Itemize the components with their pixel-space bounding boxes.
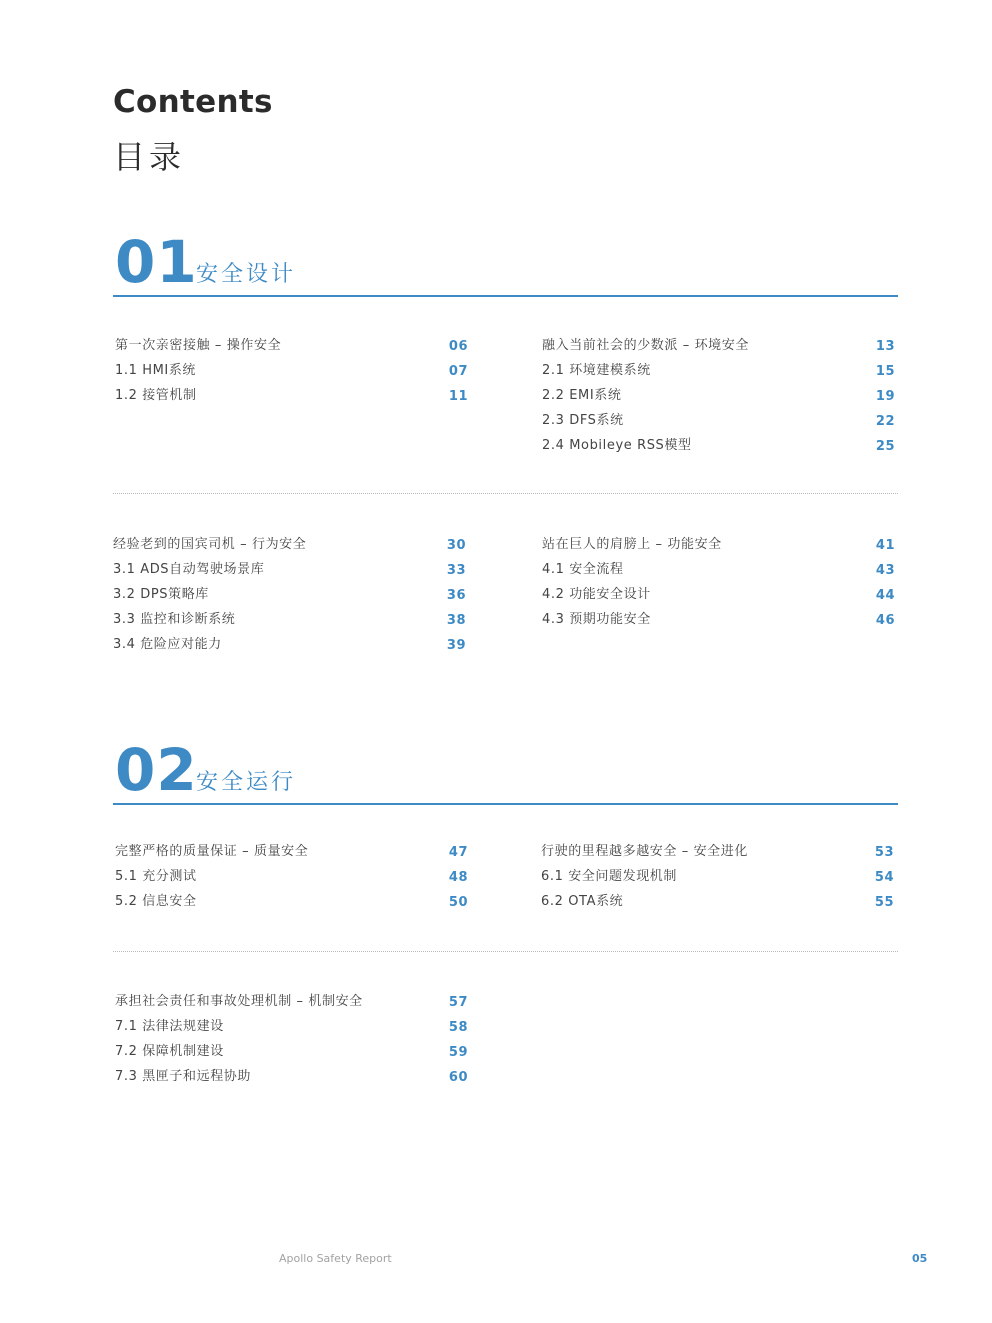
toc-page-number: 30 xyxy=(446,538,466,553)
toc-entry[interactable] xyxy=(542,582,895,607)
toc-entry-label: 3.2 DPS策略库 xyxy=(113,587,209,602)
toc-entry[interactable] xyxy=(542,358,895,383)
toc-entry-label: 7.3 黑匣子和远程协助 xyxy=(115,1069,252,1084)
toc-entry[interactable] xyxy=(542,433,895,458)
contents-title-en: Contents xyxy=(113,84,273,120)
toc-entry[interactable] xyxy=(542,408,895,433)
part-number: 02 xyxy=(115,736,198,804)
part-title: 安全运行 xyxy=(196,770,297,795)
contents-title-zh: 目录 xyxy=(113,138,186,176)
toc-entry[interactable] xyxy=(542,557,895,582)
toc-entry-label: 2.1 环境建模系统 xyxy=(542,363,651,378)
toc-entry-label: 3.1 ADS自动驾驶场景库 xyxy=(113,562,265,577)
toc-page-number: 60 xyxy=(448,1070,468,1085)
toc-chapter-heading[interactable] xyxy=(542,333,895,358)
toc-entry-label: 融入当前社会的少数派 – 环境安全 xyxy=(542,338,749,353)
toc-entry-label: 4.1 安全流程 xyxy=(542,562,624,577)
part-number: 01 xyxy=(115,228,198,296)
toc-section-1 xyxy=(115,333,468,408)
toc-entry[interactable] xyxy=(542,607,895,632)
toc-entry-label: 2.4 Mobileye RSS模型 xyxy=(542,438,692,453)
toc-chapter-heading[interactable] xyxy=(115,839,468,864)
toc-page-number: 59 xyxy=(448,1045,468,1060)
toc-page-number: 54 xyxy=(874,870,894,885)
toc-page-number: 48 xyxy=(448,870,468,885)
toc-page-number: 53 xyxy=(874,845,894,860)
toc-entry[interactable] xyxy=(115,383,468,408)
toc-section-6 xyxy=(541,839,894,914)
toc-page-number: 19 xyxy=(875,389,895,404)
toc-entry-label: 站在巨人的肩膀上 – 功能安全 xyxy=(542,537,722,552)
toc-page-number: 57 xyxy=(448,995,468,1010)
toc-page-number: 50 xyxy=(448,895,468,910)
toc-chapter-heading[interactable] xyxy=(115,989,468,1014)
toc-section-2 xyxy=(542,333,895,458)
toc-entry[interactable] xyxy=(542,383,895,408)
toc-entry[interactable] xyxy=(115,1064,468,1089)
toc-entry-label: 5.2 信息安全 xyxy=(115,894,197,909)
toc-entry-label: 行驶的里程越多越安全 – 安全进化 xyxy=(541,844,748,859)
toc-entry-label: 第一次亲密接触 – 操作安全 xyxy=(115,338,282,353)
footer-page-number: 05 xyxy=(912,1252,928,1265)
toc-chapter-heading[interactable] xyxy=(542,532,895,557)
toc-page-number: 47 xyxy=(448,845,468,860)
toc-entry[interactable] xyxy=(113,582,466,607)
toc-section-5 xyxy=(115,839,468,914)
toc-entry-label: 完整严格的质量保证 – 质量安全 xyxy=(115,844,309,859)
toc-entry[interactable] xyxy=(541,889,894,914)
toc-page-number: 11 xyxy=(448,389,468,404)
toc-page-number: 33 xyxy=(446,563,466,578)
toc-page-number: 06 xyxy=(448,339,468,354)
toc-chapter-heading[interactable] xyxy=(113,532,466,557)
toc-entry-label: 7.1 法律法规建设 xyxy=(115,1019,224,1034)
footer-report-name: Apollo Safety Report xyxy=(279,1252,392,1265)
toc-entry[interactable] xyxy=(115,1039,468,1064)
part-title: 安全设计 xyxy=(196,262,297,287)
toc-page-number: 22 xyxy=(875,414,895,429)
toc-entry[interactable] xyxy=(115,889,468,914)
toc-page-number: 41 xyxy=(875,538,895,553)
part-header-02 xyxy=(113,736,898,805)
toc-entry[interactable] xyxy=(115,864,468,889)
toc-page-number: 38 xyxy=(446,613,466,628)
toc-entry-label: 3.3 监控和诊断系统 xyxy=(113,612,236,627)
toc-section-4 xyxy=(542,532,895,632)
toc-entry[interactable] xyxy=(115,358,468,383)
toc-entry-label: 1.2 接管机制 xyxy=(115,388,197,403)
toc-entry[interactable] xyxy=(113,557,466,582)
dotted-divider xyxy=(113,493,898,494)
toc-entry[interactable] xyxy=(115,1014,468,1039)
toc-entry-label: 2.3 DFS系统 xyxy=(542,413,624,428)
toc-page-number: 36 xyxy=(446,588,466,603)
toc-page-number: 44 xyxy=(875,588,895,603)
toc-entry-label: 承担社会责任和事故处理机制 – 机制安全 xyxy=(115,994,363,1009)
toc-entry-label: 4.3 预期功能安全 xyxy=(542,612,651,627)
toc-section-7 xyxy=(115,989,468,1089)
toc-page-number: 43 xyxy=(875,563,895,578)
toc-chapter-heading[interactable] xyxy=(541,839,894,864)
toc-page-number: 25 xyxy=(875,439,895,454)
toc-entry-label: 经验老到的国宾司机 – 行为安全 xyxy=(113,537,307,552)
toc-entry-label: 1.1 HMI系统 xyxy=(115,363,197,378)
toc-entry-label: 7.2 保障机制建设 xyxy=(115,1044,224,1059)
toc-page-number: 46 xyxy=(875,613,895,628)
toc-entry-label: 2.2 EMI系统 xyxy=(542,388,622,403)
toc-page-number: 07 xyxy=(448,364,468,379)
part-header-01 xyxy=(113,228,898,297)
toc-entry-label: 5.1 充分测试 xyxy=(115,869,197,884)
toc-chapter-heading[interactable] xyxy=(115,333,468,358)
toc-entry-label: 6.2 OTA系统 xyxy=(541,894,624,909)
toc-entry[interactable] xyxy=(113,632,466,657)
toc-page-number: 55 xyxy=(874,895,894,910)
toc-page-number: 39 xyxy=(446,638,466,653)
toc-entry-label: 3.4 危险应对能力 xyxy=(113,637,222,652)
toc-page-number: 13 xyxy=(875,339,895,354)
toc-page-number: 58 xyxy=(448,1020,468,1035)
toc-section-3 xyxy=(113,532,466,657)
toc-entry[interactable] xyxy=(113,607,466,632)
toc-entry-label: 4.2 功能安全设计 xyxy=(542,587,651,602)
toc-entry-label: 6.1 安全问题发现机制 xyxy=(541,869,678,884)
dotted-divider xyxy=(113,951,898,952)
toc-entry[interactable] xyxy=(541,864,894,889)
toc-page-number: 15 xyxy=(875,364,895,379)
